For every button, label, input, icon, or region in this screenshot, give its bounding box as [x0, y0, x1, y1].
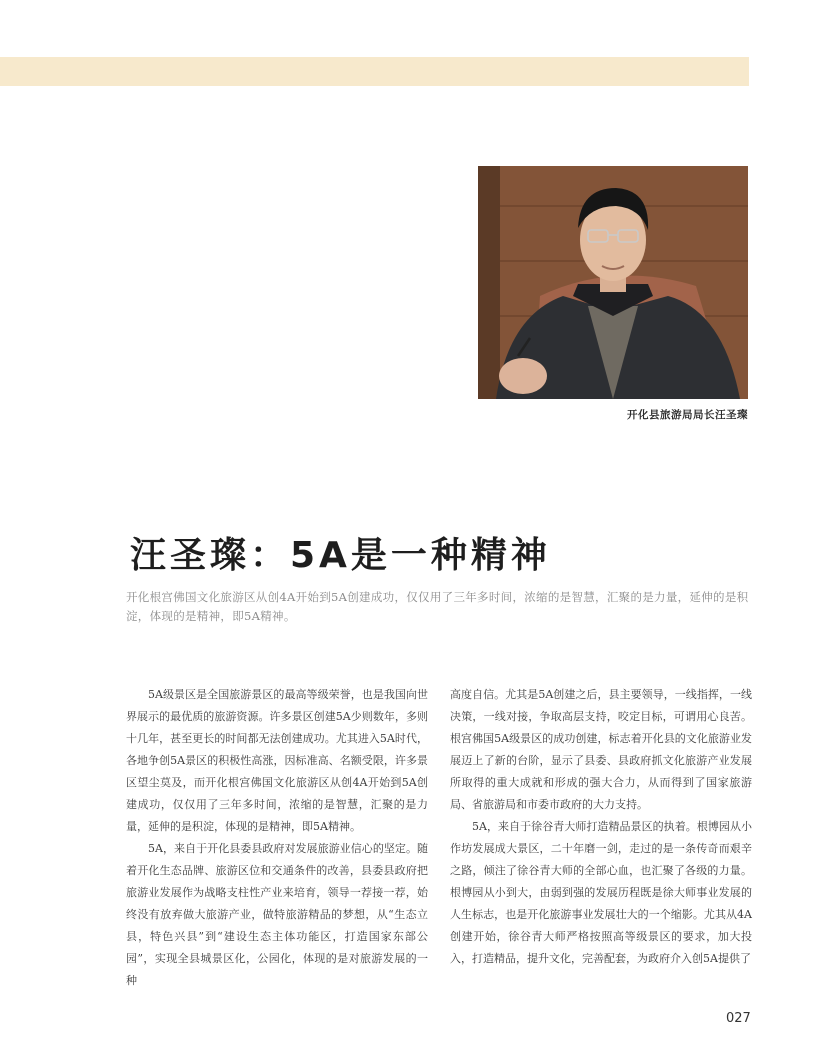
paragraph: 5A，来自于开化县委县政府对发展旅游业信心的坚定。随着开化生态品牌、旅游区位和交通条件的改善，县委县政府把旅游业发展作为战略支柱性产业来培育，领导一荐接一荐，始终没有放弃做大旅游产业，做特旅游精品的梦想，从“生态立县，特色兴县”到“建设生态主体功能区，打造国家东部公园”，实现全县城景区化，公园化，体现的是对旅游发展的一种	[126, 842, 428, 987]
paragraph: 5A，来自于徐谷青大师打造精品景区的执着。根博园从小作坊发展成大景区，二十年磨一剑，走过的是一条传奇而艰辛之路，倾注了徐谷青大师的全部心血，也汇聚了各级的力量。根博园从小到大，由弱到强的发展历程既是徐大师事业发展的人生标志，也是开化旅游事业发展壮大的一个缩影。尤其从4A创建开始，徐谷青大师严格按照高等级景区的要求，加大投入，打造精品，提升文化，完善配套，为政府介入创5A提供了	[450, 820, 752, 965]
body-column-left	[126, 684, 428, 992]
page-number: 027	[726, 1011, 751, 1026]
paragraph: 高度自信。尤其是5A创建之后，县主要领导，一线指挥，一线决策，一线对接，争取高层支持，咬定目标，可谓用心良苦。根宫佛国5A级景区的成功创建，标志着开化县的文化旅游业发展迈上了新的台阶，显示了县委、县政府抓文化旅游产业发展所取得的重大成就和形成的强大合力，从而得到了国家旅游局、省旅游局和市委市政府的大力支持。	[450, 688, 752, 811]
article-lead: 开化根宫佛国文化旅游区从创4A开始到5A创建成功，仅仅用了三年多时间，浓缩的是智慧，汇聚的是力量，延伸的是积淀，体现的是精神，即5A精神。	[126, 590, 749, 623]
article-title: 汪圣璨：5A是一种精神	[130, 535, 551, 576]
body-column-right	[450, 684, 752, 970]
paragraph: 5A级景区是全国旅游景区的最高等级荣誉，也是我国向世界展示的最优质的旅游资源。许多景区创建5A少则数年，多则十几年，甚至更长的时间都无法创建成功。尤其进入5A时代，各地争创5A景区的积极性高涨，因标准高、名额受限，许多景区望尘莫及，而开化根宫佛国文化旅游区从创4A开始到5A创建成功，仅仅用了三年多时间，浓缩的是智慧，汇聚的是力量，延伸的是积淀，体现的是精神，即5A精神。	[126, 688, 428, 833]
portrait-photo	[478, 166, 748, 399]
photo-caption: 开化县旅游局局长汪圣璨	[627, 409, 748, 421]
header-color-band	[0, 57, 749, 86]
